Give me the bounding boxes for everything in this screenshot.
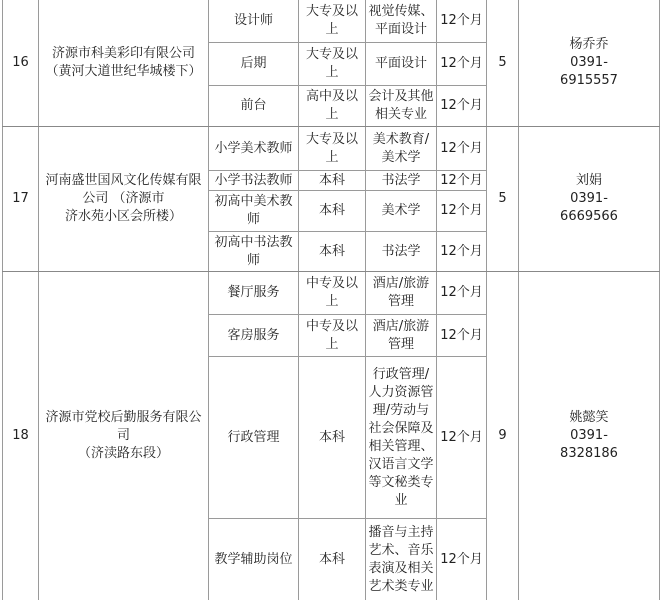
major-requirement: 平面设计	[374, 56, 427, 71]
position-title: 小学美术教师	[214, 140, 293, 156]
position-title: 设计师	[233, 13, 273, 28]
contact-info: 刘娟 0391- 6669566	[560, 173, 618, 224]
term-length: 12个月	[440, 13, 483, 28]
education-requirement: 高中及以 上	[305, 89, 358, 122]
education-requirement: 中专及以 上	[305, 318, 358, 352]
hiring-count: 5	[498, 55, 507, 70]
major-requirement: 书法学	[381, 243, 421, 259]
education-requirement: 本科	[318, 172, 345, 188]
education-requirement: 本科	[318, 551, 345, 567]
position-title: 教学辅助岗位	[214, 551, 293, 567]
term-length: 12个月	[440, 243, 483, 259]
hiring-count: 9	[498, 428, 507, 443]
major-requirement: 酒店/旅游 管理	[372, 276, 430, 309]
company-name: 河南盛世国风文化传媒有限 公司 （济源市 济水苑小区会所楼）	[45, 173, 202, 224]
major-requirement: 会计及其他 相关专业	[368, 89, 434, 122]
term-length: 12个月	[440, 203, 483, 218]
contact-info: 姚懿笑 0391- 8328186	[560, 410, 618, 461]
grid-line	[659, 0, 660, 600]
term-length: 12个月	[440, 172, 483, 188]
row-number: 18	[12, 428, 29, 443]
term-length: 12个月	[440, 98, 483, 113]
education-requirement: 本科	[318, 243, 345, 259]
education-requirement: 本科	[318, 203, 345, 218]
position-title: 餐厅服务	[227, 285, 280, 300]
major-requirement: 行政管理/ 人力资源管 理/劳动与 社会保障及 相关管理、 汉语言文学 等文秘类专 业	[368, 366, 434, 508]
position-title: 行政管理	[227, 429, 280, 445]
major-requirement: 视觉传媒、 平面设计	[368, 4, 434, 37]
position-title: 小学书法教师	[214, 172, 293, 188]
education-requirement: 本科	[318, 429, 345, 445]
term-length: 12个月	[440, 327, 483, 343]
position-title: 客房服务	[227, 327, 280, 343]
hiring-count: 5	[498, 191, 507, 206]
education-requirement: 中专及以 上	[305, 276, 358, 309]
company-name: 济源市科美彩印有限公司 （黄河大道世纪华城楼下）	[45, 46, 202, 79]
education-requirement: 大专及以 上	[305, 4, 358, 37]
major-requirement: 书法学	[381, 172, 421, 188]
education-requirement: 大专及以 上	[305, 131, 358, 165]
term-length: 12个月	[440, 285, 483, 300]
major-requirement: 酒店/旅游 管理	[372, 318, 430, 352]
row-number: 17	[12, 191, 29, 206]
major-requirement: 美术教育/ 美术学	[372, 131, 430, 165]
term-length: 12个月	[440, 551, 483, 567]
term-length: 12个月	[440, 429, 483, 445]
company-name: 济源市党校后勤服务有限公 司 （济渎路东段）	[45, 410, 202, 461]
position-title: 初高中美术教 师	[214, 194, 293, 227]
contact-info: 杨乔乔 0391- 6915557	[560, 37, 618, 88]
major-requirement: 播音与主持 艺术、音乐 表演及相关 艺术类专业	[368, 524, 434, 594]
position-title: 初高中书法教 师	[214, 234, 293, 268]
term-length: 12个月	[440, 140, 483, 156]
term-length: 12个月	[440, 56, 483, 71]
position-title: 后期	[240, 56, 267, 71]
major-requirement: 美术学	[381, 203, 421, 218]
education-requirement: 大专及以 上	[305, 47, 358, 80]
row-number: 16	[12, 55, 29, 70]
position-title: 前台	[240, 98, 267, 113]
